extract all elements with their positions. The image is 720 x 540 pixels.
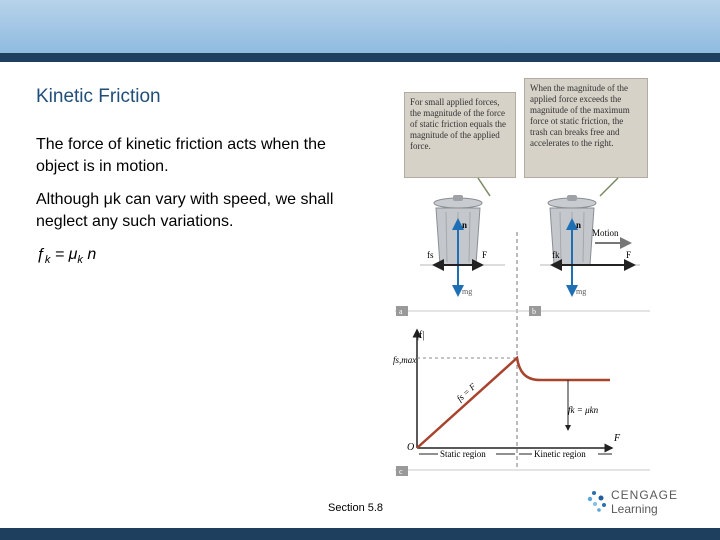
friction-curve: [417, 358, 610, 448]
formula-n: n: [82, 246, 97, 263]
kinetic-region-label: Kinetic region: [534, 449, 586, 459]
label-n-a: n: [462, 220, 468, 230]
static-region-label: Static region: [440, 449, 486, 459]
friction-formula: [36, 246, 96, 266]
panel-c-label: c: [399, 467, 403, 476]
callout-kinetic: When the magnitude of the applied force exceeds the magnitude of the maximum force ot static friction, the trash can breaks free and accelerates to the right.: [524, 78, 648, 178]
formula-f: ƒ: [36, 246, 45, 263]
label-fs-a: fs: [427, 250, 434, 260]
label-F-a: F: [482, 250, 488, 260]
graph-y-label: |f|: [417, 330, 425, 341]
graph-fsmax-label: fs,max: [393, 355, 417, 365]
formula-eq: = μ: [50, 246, 78, 263]
panel-a-label: a: [399, 307, 403, 316]
label-motion: Motion: [592, 228, 619, 238]
leader-line-a: [478, 178, 490, 196]
formula-sub-k: k: [44, 254, 51, 267]
label-mg-a: mg: [462, 287, 473, 296]
label-n-b: n: [576, 220, 582, 230]
panel-b-label: b: [532, 307, 536, 316]
header-stripe: [0, 53, 720, 62]
label-mg-b: mg: [576, 287, 587, 296]
paragraph-kinetic-friction: The force of kinetic friction acts when the object is in motion.: [36, 136, 326, 175]
logo-top-text: CENGAGE: [611, 488, 679, 502]
section-footer: Section 5.8: [328, 502, 384, 514]
label-F-b: F: [626, 250, 632, 260]
slide-title: Kinetic Friction: [36, 86, 161, 107]
label-fk-b: fk: [552, 250, 560, 260]
graph-x-label: F: [614, 433, 621, 444]
friction-figure: [390, 170, 660, 485]
paragraph-neglect-variations: Although μk can vary with speed, we shall neglect any such variations.: [36, 191, 334, 230]
logo-bottom-text: Learning: [611, 502, 658, 516]
cengage-logo: [584, 485, 694, 522]
graph-kinetic-label: fk = μkn: [568, 405, 599, 415]
leader-line-b: [600, 178, 618, 196]
header-band: [0, 0, 720, 53]
formula-sub-k2: k: [77, 254, 83, 267]
callout-static: For small applied forces, the magnitude of the force of static friction equals the magnitude of the applied force.: [404, 92, 516, 178]
cengage-logo-mark: [584, 485, 694, 517]
graph-origin-label: O: [407, 442, 415, 453]
graph-static-line-label: fs = F: [454, 381, 478, 404]
footer-stripe: [0, 528, 720, 540]
